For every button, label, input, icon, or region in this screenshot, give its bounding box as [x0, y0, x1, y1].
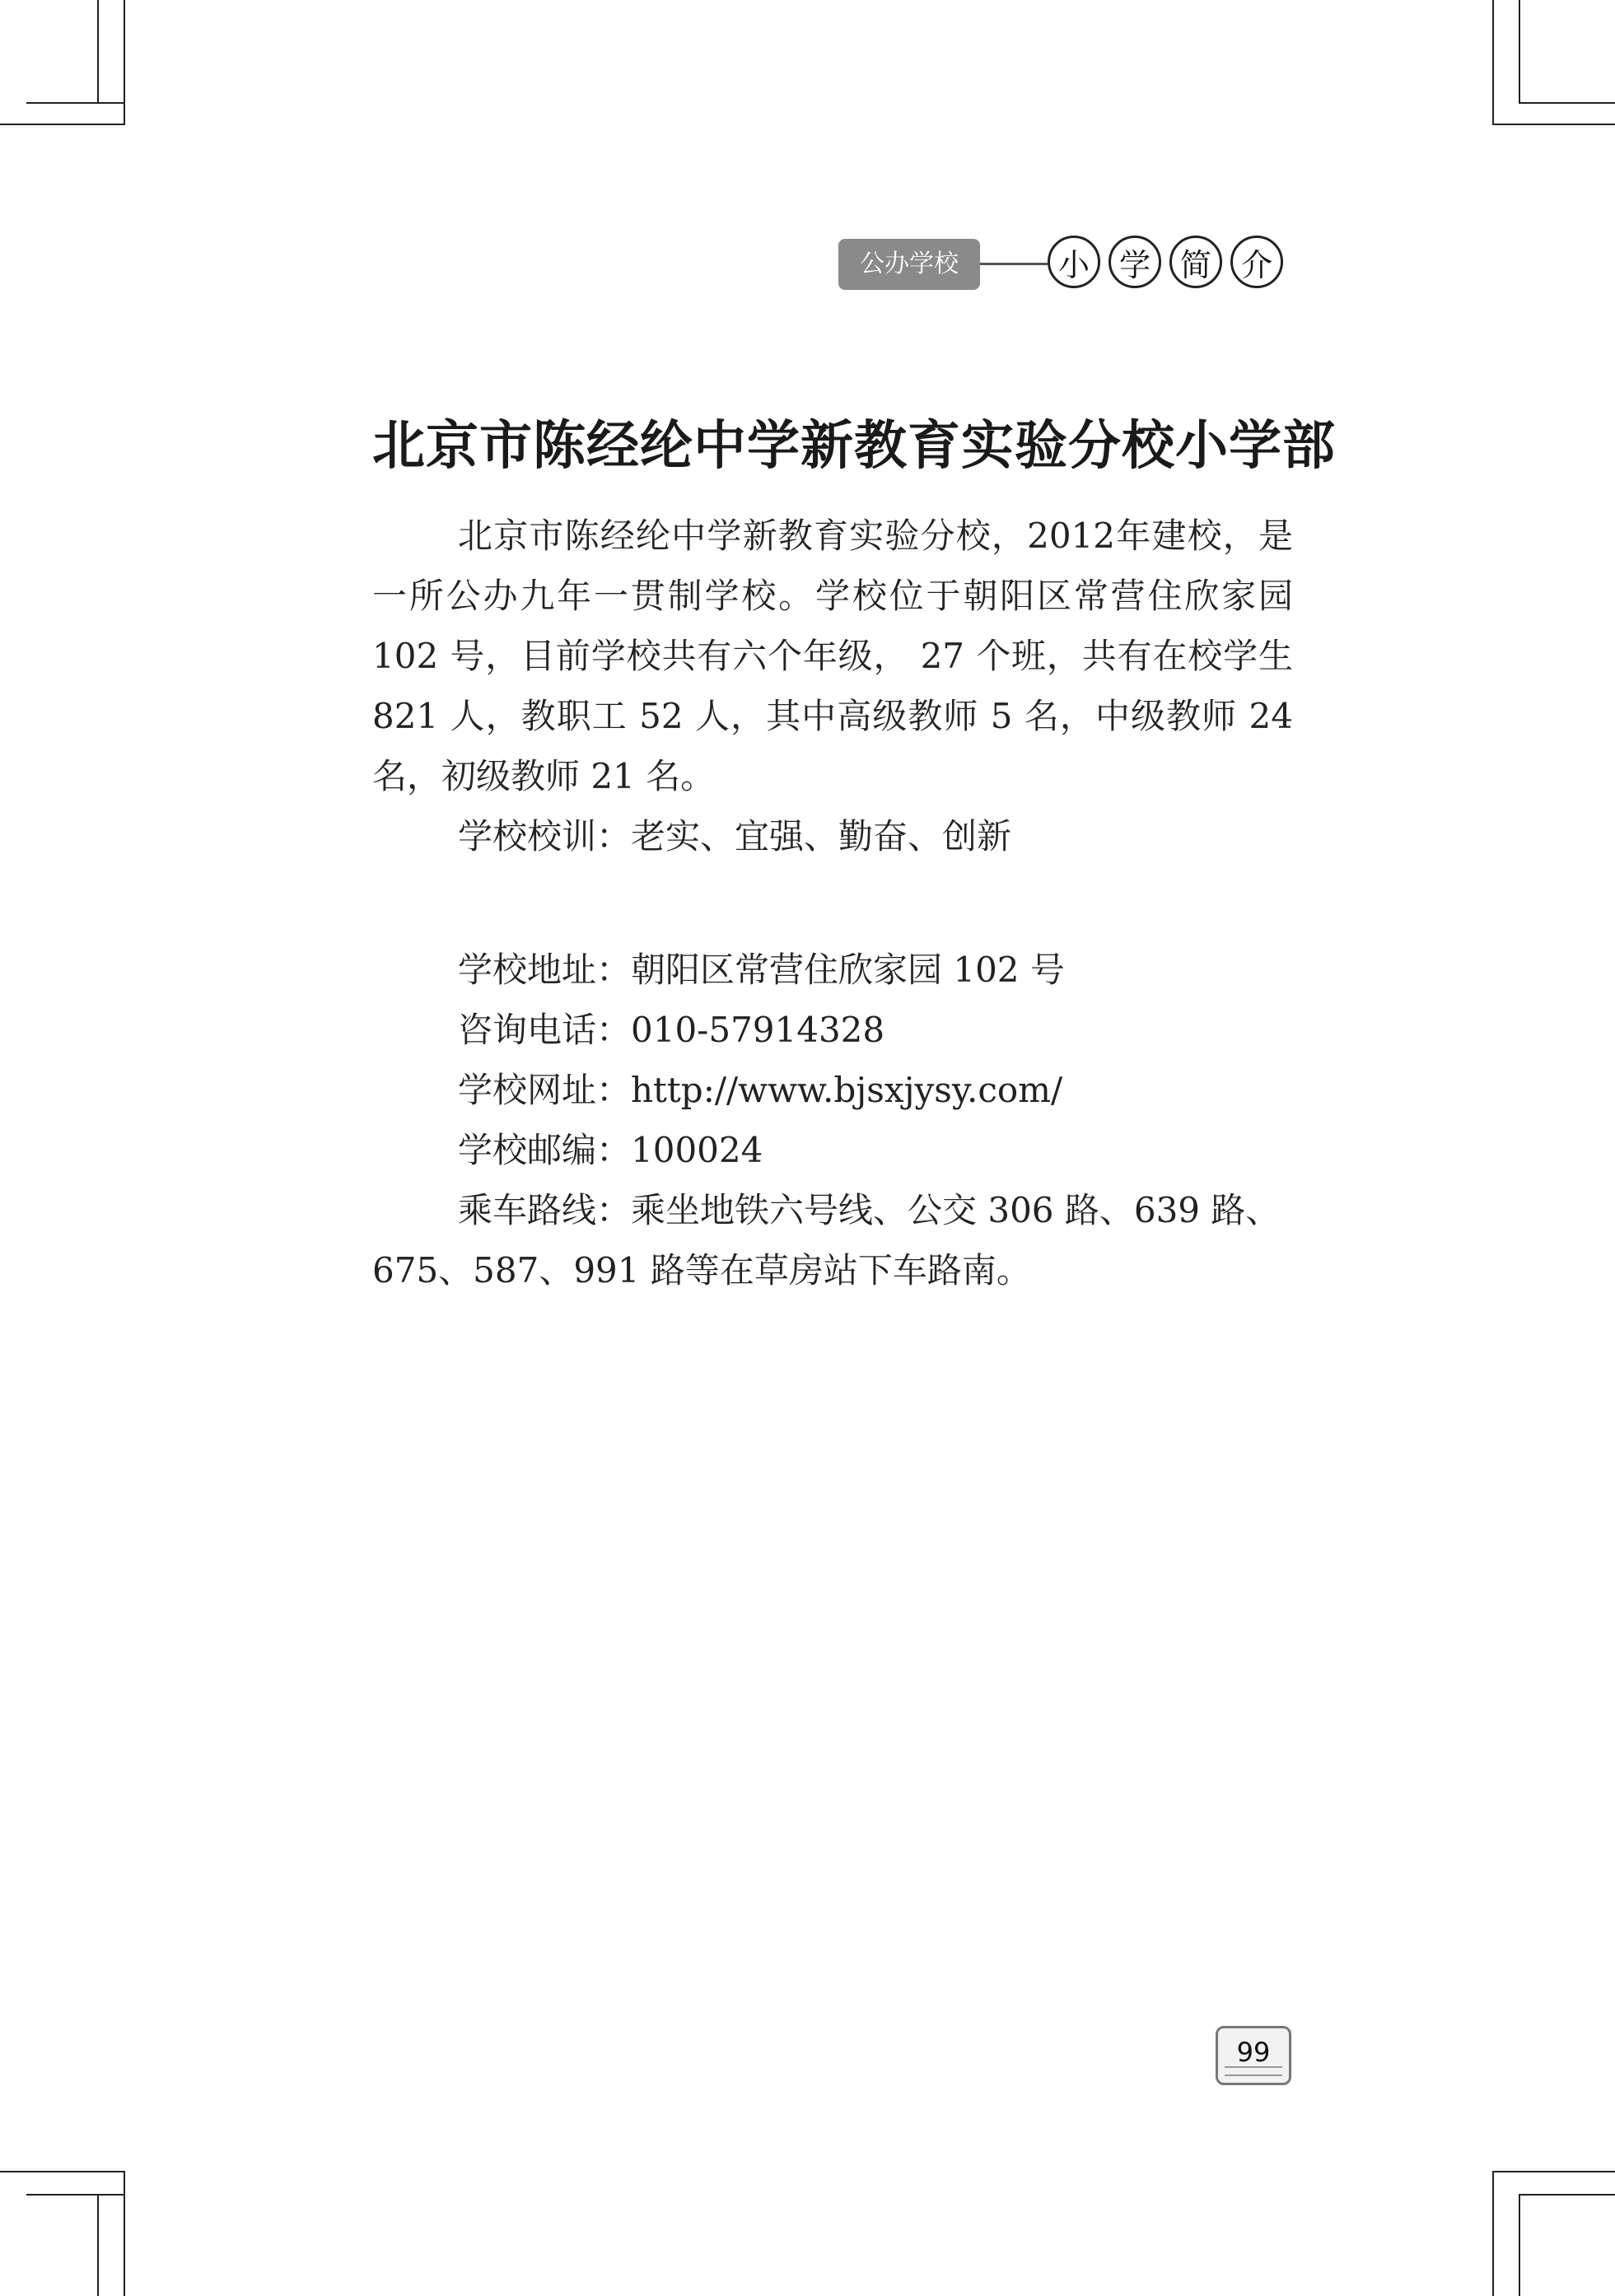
- address-line: 学校地址：朝阳区常营住欣家园 102 号: [458, 950, 1065, 990]
- phone-line: 咨询电话：010-57914328: [458, 1010, 885, 1050]
- school-motto: 学校校训：老实、宜强、勤奋、创新: [458, 816, 1012, 856]
- contact-info: [372, 940, 1293, 1300]
- crop-mark: [1492, 0, 1494, 125]
- crop-mark: [0, 124, 124, 125]
- crop-mark: [1492, 2171, 1615, 2172]
- crop-mark: [1519, 0, 1520, 102]
- crop-mark: [97, 2194, 99, 2296]
- transit-route: 乘车路线：乘坐地铁六号线、公交 306 路、639 路、675、587、991 路等在草房站下车路南。: [372, 1190, 1281, 1290]
- crop-mark: [1492, 2171, 1494, 2296]
- crop-mark: [26, 2194, 124, 2196]
- page-title: 北京市陈经纶中学新教育实验分校小学部: [372, 416, 1336, 477]
- crop-mark: [26, 102, 124, 104]
- category-tag: 公办学校: [838, 239, 980, 290]
- crop-mark: [1519, 2194, 1520, 2296]
- header-connector-line: [980, 263, 1048, 265]
- crop-mark: [124, 2171, 125, 2296]
- crop-mark: [97, 0, 99, 102]
- section-char: 学: [1109, 236, 1161, 288]
- page-number: 99: [1236, 2037, 1271, 2068]
- crop-mark: [1519, 2194, 1615, 2196]
- section-title: [1048, 236, 1283, 288]
- crop-mark: [1492, 124, 1615, 125]
- section-char: 简: [1169, 236, 1222, 288]
- section-char: 介: [1230, 236, 1283, 288]
- crop-mark: [1519, 102, 1615, 104]
- intro-paragraph: 北京市陈经纶中学新教育实验分校，2012年建校，是一所公办九年一贯制学校。学校位于朝阳区常营住欣家园 102 号，目前学校共有六个年级， 27 个班，共有在校学生 821 人，教职工 52 人，其中高级教师 5 名，中级教师 24 名，初级教师 21 名。: [372, 516, 1293, 796]
- section-char: 小: [1048, 236, 1100, 288]
- page-number-badge: [1216, 2026, 1291, 2085]
- website-line: 学校网址：http://www.bjsxjysy.com/: [458, 1070, 1063, 1110]
- intro-text: [372, 506, 1293, 866]
- postcode-line: 学校邮编：100024: [458, 1130, 763, 1170]
- crop-mark: [0, 2171, 124, 2172]
- crop-mark: [124, 0, 125, 125]
